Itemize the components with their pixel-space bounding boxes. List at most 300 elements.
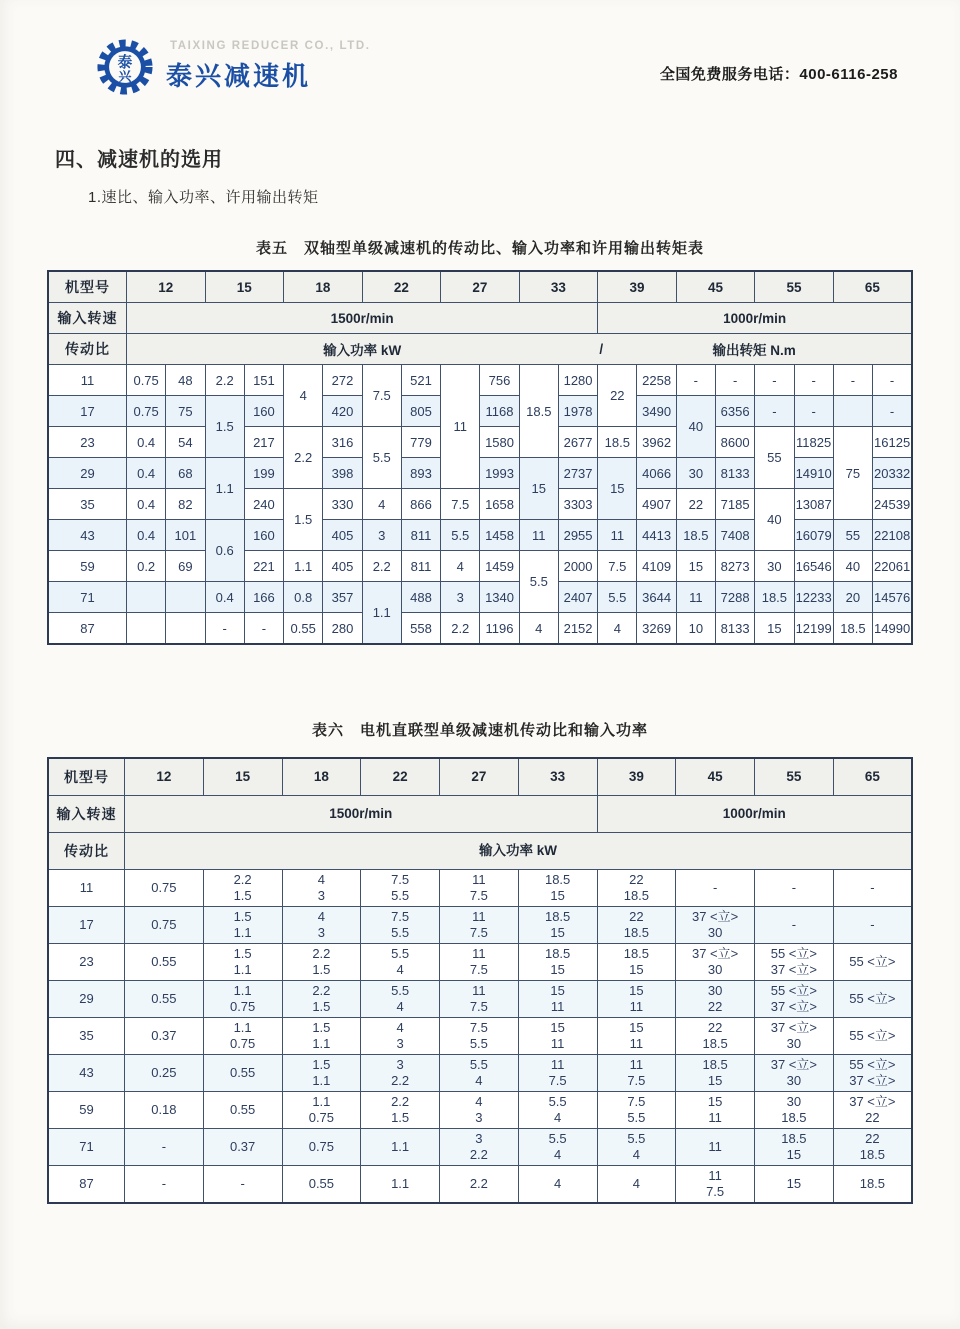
cell-line: 11 bbox=[629, 1057, 644, 1072]
cell-line: 3 bbox=[475, 1131, 483, 1146]
table-cell bbox=[597, 1055, 676, 1092]
table-cell: 15 bbox=[598, 458, 637, 520]
table-cell: 8273 bbox=[715, 551, 754, 582]
table-cell bbox=[676, 907, 755, 944]
table-cell: 23 bbox=[48, 427, 127, 458]
header-cell: 1000r/min bbox=[598, 303, 912, 334]
table-cell: 0.8 bbox=[284, 582, 323, 613]
table-cell: 2258 bbox=[637, 365, 676, 396]
cell-line: 1.1 bbox=[233, 983, 252, 998]
header-cell: 45 bbox=[676, 758, 755, 796]
table-cell: 24539 bbox=[873, 489, 912, 520]
table-cell: 1168 bbox=[480, 396, 519, 427]
table-cell: - bbox=[755, 870, 834, 907]
table-cell: 22108 bbox=[873, 520, 912, 551]
header-cell: 1500r/min bbox=[125, 796, 598, 833]
cell-line: 18.5 bbox=[781, 1110, 807, 1125]
table-cell: 166 bbox=[244, 582, 283, 613]
table-cell: 12199 bbox=[794, 613, 833, 645]
table-cell: 18.5 bbox=[519, 365, 558, 458]
table-cell: 15 bbox=[755, 1166, 834, 1204]
cell-line: 11 bbox=[550, 1057, 565, 1072]
table-cell bbox=[440, 1055, 519, 1092]
table-cell: 2677 bbox=[558, 427, 597, 458]
table-cell: 18.5 bbox=[676, 520, 715, 551]
table-cell: 199 bbox=[244, 458, 283, 489]
table-row bbox=[48, 271, 912, 303]
cell-line: 5.5 bbox=[548, 1094, 567, 1109]
table-cell: 11 bbox=[441, 365, 480, 489]
cell-line: 37 <立> bbox=[691, 909, 739, 924]
table-cell: 35 bbox=[48, 489, 127, 520]
table-cell: 217 bbox=[244, 427, 283, 458]
table-cell: 8133 bbox=[715, 613, 754, 645]
cell-line: 5.5 bbox=[391, 925, 410, 940]
cell-line: 11 bbox=[629, 1036, 644, 1051]
cell-line: 37 <立> bbox=[770, 1057, 817, 1072]
table-cell: 0.75 bbox=[282, 1129, 361, 1166]
table-row bbox=[48, 1092, 912, 1129]
table-cell: 14910 bbox=[794, 458, 833, 489]
section-title: 四、减速机的选用 bbox=[55, 149, 223, 171]
header-cell: 18 bbox=[282, 758, 361, 796]
table-cell: 7288 bbox=[715, 582, 754, 613]
cell-line: 37 <立> bbox=[770, 999, 817, 1014]
table-cell: - bbox=[794, 396, 833, 427]
table-cell bbox=[755, 944, 834, 981]
table-cell: 280 bbox=[323, 613, 362, 645]
table-cell: - bbox=[205, 613, 244, 645]
header-cell: 22 bbox=[362, 271, 441, 303]
table5-caption: 表五 双轴型单级减速机的传动比、输入功率和许用输出转矩表 bbox=[255, 240, 704, 257]
header-part: / bbox=[599, 341, 604, 357]
table-cell: 4066 bbox=[637, 458, 676, 489]
table-cell bbox=[597, 870, 676, 907]
header-cell: 15 bbox=[205, 271, 284, 303]
cell-line: 15 bbox=[550, 888, 565, 903]
table-cell: 7408 bbox=[715, 520, 754, 551]
cell-line: 7.5 bbox=[391, 909, 410, 924]
cell-line: 30 bbox=[786, 1094, 802, 1109]
table-cell bbox=[518, 907, 597, 944]
table-cell: 1.1 bbox=[205, 458, 244, 520]
table-cell: 11 bbox=[598, 520, 637, 551]
table-cell: 1.1 bbox=[362, 582, 401, 645]
table-cell bbox=[676, 1092, 755, 1129]
table-cell: 13087 bbox=[794, 489, 833, 520]
table-cell: 3269 bbox=[637, 613, 676, 645]
table-cell: 1658 bbox=[480, 489, 519, 520]
table-cell: 4413 bbox=[637, 520, 676, 551]
cell-line: 3 bbox=[317, 925, 325, 940]
table-cell: 4 bbox=[519, 613, 558, 645]
subsection-title: 1.速比、输入功率、许用输出转矩 bbox=[88, 189, 319, 206]
table-cell: 1.1 bbox=[284, 551, 323, 582]
table-cell: 23 bbox=[48, 944, 125, 981]
table-cell: 11 bbox=[48, 365, 127, 396]
table-cell bbox=[518, 1092, 597, 1129]
table-cell: 1993 bbox=[480, 458, 519, 489]
header-cell: 65 bbox=[833, 271, 912, 303]
table-cell: 1978 bbox=[558, 396, 597, 427]
table-cell bbox=[361, 1018, 440, 1055]
table-cell: 55 <立> bbox=[833, 981, 912, 1018]
table-cell: 5.5 bbox=[519, 551, 558, 613]
cell-line: 30 bbox=[707, 962, 723, 977]
table-cell: 405 bbox=[323, 551, 362, 582]
table-cell bbox=[440, 1018, 519, 1055]
cell-line: 1.5 bbox=[312, 962, 331, 977]
cell-line: 0.75 bbox=[308, 1110, 335, 1125]
table-row bbox=[48, 981, 912, 1018]
table-row bbox=[48, 758, 912, 796]
cell-line: 2.2 bbox=[312, 946, 331, 961]
table-cell bbox=[282, 1055, 361, 1092]
table-cell bbox=[597, 944, 676, 981]
cell-line: 7.5 bbox=[548, 1073, 567, 1088]
table-cell: 0.55 bbox=[203, 1055, 282, 1092]
table-cell: 7.5 bbox=[598, 551, 637, 582]
table-cell bbox=[597, 1129, 676, 1166]
table-cell: 4 bbox=[518, 1166, 597, 1204]
cell-line: 11 bbox=[708, 1110, 722, 1125]
table-cell: 0.2 bbox=[127, 551, 166, 582]
cell-line: 18.5 bbox=[859, 1147, 886, 1162]
table-cell: 0.75 bbox=[125, 907, 204, 944]
cell-line: 15 bbox=[550, 983, 565, 998]
table-cell: 0.4 bbox=[127, 520, 166, 551]
cell-line: 7.5 bbox=[627, 1094, 646, 1109]
cell-line: 4 bbox=[396, 962, 404, 977]
table-row bbox=[48, 396, 912, 427]
table-cell: 1.1 bbox=[361, 1129, 440, 1166]
table-cell bbox=[361, 1092, 440, 1129]
header-cell: 39 bbox=[598, 271, 677, 303]
cell-line: 22 bbox=[629, 909, 644, 924]
table6-caption: 表六 电机直联型单级减速机传动比和输入功率 bbox=[311, 722, 648, 739]
table-cell bbox=[361, 907, 440, 944]
table-cell: 2152 bbox=[558, 613, 597, 645]
table-cell: 0.4 bbox=[127, 489, 166, 520]
header-cell: 输入转速 bbox=[48, 303, 127, 334]
table-cell: 8133 bbox=[715, 458, 754, 489]
table-cell: 151 bbox=[244, 365, 283, 396]
table-cell: 14576 bbox=[873, 582, 912, 613]
table-cell: 7185 bbox=[715, 489, 754, 520]
table-row bbox=[48, 907, 912, 944]
table-cell: 0.55 bbox=[203, 1092, 282, 1129]
table-cell: 2.2 bbox=[362, 551, 401, 582]
cell-line: 5.5 bbox=[391, 888, 410, 903]
cell-line: 1.1 bbox=[233, 925, 252, 940]
table-cell: 0.75 bbox=[127, 365, 166, 396]
cell-line: 18.5 bbox=[781, 1131, 807, 1146]
table-cell: 18.5 bbox=[598, 427, 637, 458]
table-cell: - bbox=[755, 365, 794, 396]
table-cell: 4 bbox=[441, 551, 480, 582]
table-cell bbox=[166, 613, 205, 645]
cell-line: 18.5 bbox=[702, 1057, 728, 1072]
table-cell bbox=[755, 981, 834, 1018]
table-cell bbox=[676, 1018, 755, 1055]
emblem-bottom-char: 兴 bbox=[118, 68, 132, 84]
cell-line: 30 bbox=[786, 1036, 802, 1051]
table-row bbox=[48, 489, 912, 520]
table-cell bbox=[440, 1129, 519, 1166]
table-cell: 405 bbox=[323, 520, 362, 551]
table-cell: 71 bbox=[48, 582, 127, 613]
table-cell: 15 bbox=[755, 613, 794, 645]
header-cell: 传动比 bbox=[48, 833, 125, 870]
table-cell: 420 bbox=[323, 396, 362, 427]
cell-line: 15 bbox=[707, 1073, 723, 1088]
cell-line: 7.5 bbox=[627, 1073, 646, 1088]
cell-line: 22 bbox=[707, 999, 723, 1014]
table-cell bbox=[361, 981, 440, 1018]
table-cell: 398 bbox=[323, 458, 362, 489]
cell-line: 5.5 bbox=[469, 1036, 488, 1051]
table-cell: 3962 bbox=[637, 427, 676, 458]
table-cell bbox=[282, 907, 361, 944]
table-cell: 18.5 bbox=[833, 1166, 912, 1204]
table-cell: 30 bbox=[676, 458, 715, 489]
cell-line: 5.5 bbox=[391, 946, 410, 961]
table-cell: 29 bbox=[48, 981, 125, 1018]
cell-line: 18.5 bbox=[623, 946, 650, 961]
table-cell: 29 bbox=[48, 458, 127, 489]
cell-line: 15 bbox=[550, 925, 565, 940]
cell-line: 11 bbox=[472, 872, 486, 887]
table-cell: 4907 bbox=[637, 489, 676, 520]
table-cell bbox=[676, 944, 755, 981]
header-cell: 传动比 bbox=[48, 334, 127, 365]
table-cell bbox=[518, 944, 597, 981]
table-cell: 1340 bbox=[480, 582, 519, 613]
table-cell: - bbox=[794, 365, 833, 396]
header-cell: 输入转速 bbox=[48, 796, 125, 833]
cell-line: 7.5 bbox=[469, 962, 488, 977]
header-cell: 55 bbox=[755, 758, 834, 796]
company-name-en: TAIXING REDUCER CO., LTD. bbox=[170, 40, 371, 52]
header-cell: 12 bbox=[127, 271, 206, 303]
table-cell bbox=[597, 1018, 676, 1055]
table-row bbox=[48, 582, 912, 613]
table-cell bbox=[127, 613, 166, 645]
cell-line: 11 bbox=[708, 1168, 722, 1183]
table-cell: 2737 bbox=[558, 458, 597, 489]
header-cell: 输入功率 kW bbox=[125, 833, 913, 870]
table-cell bbox=[755, 1129, 834, 1166]
table-cell: 17 bbox=[48, 907, 125, 944]
header-cell: 65 bbox=[833, 758, 912, 796]
table-row bbox=[48, 551, 912, 582]
table-cell: 160 bbox=[244, 396, 283, 427]
header-cell bbox=[127, 334, 913, 365]
cell-line: 5.5 bbox=[469, 1057, 488, 1072]
cell-line: 18.5 bbox=[623, 888, 650, 903]
table-cell: 0.55 bbox=[125, 981, 204, 1018]
table-cell bbox=[203, 944, 282, 981]
cell-line: 3 bbox=[396, 1057, 404, 1072]
cell-line: 4 bbox=[317, 909, 325, 924]
table-cell: 4 bbox=[284, 365, 323, 427]
table-row bbox=[48, 427, 912, 458]
header-cell: 12 bbox=[125, 758, 204, 796]
cell-line: 18.5 bbox=[623, 925, 650, 940]
table-cell: 2.2 bbox=[284, 427, 323, 489]
table-cell bbox=[440, 981, 519, 1018]
table-cell: 14990 bbox=[873, 613, 912, 645]
table-cell bbox=[518, 1055, 597, 1092]
table-cell bbox=[597, 907, 676, 944]
table-row bbox=[48, 334, 912, 365]
cell-line: 37 <立> bbox=[849, 1073, 896, 1088]
table-cell: 11 bbox=[676, 1129, 755, 1166]
table-cell: 330 bbox=[323, 489, 362, 520]
table-cell: 11 bbox=[676, 582, 715, 613]
table-cell: 17 bbox=[48, 396, 127, 427]
cell-line: 4 bbox=[554, 1147, 562, 1162]
table-cell bbox=[203, 1018, 282, 1055]
cell-line: 3 bbox=[396, 1036, 404, 1051]
table-cell: - bbox=[676, 870, 755, 907]
table-cell: 0.6 bbox=[205, 520, 244, 582]
cell-line: 55 <立> bbox=[770, 946, 817, 961]
header-cell: 1500r/min bbox=[127, 303, 598, 334]
table-cell: 7.5 bbox=[441, 489, 480, 520]
table-cell: 0.55 bbox=[282, 1166, 361, 1204]
table-cell: 0.4 bbox=[127, 458, 166, 489]
table-cell: 221 bbox=[244, 551, 283, 582]
cell-line: 2.2 bbox=[312, 983, 331, 998]
table-cell: 7.5 bbox=[362, 365, 401, 427]
cell-line: 15 bbox=[629, 1020, 644, 1035]
table-cell bbox=[282, 1018, 361, 1055]
cell-line: 5.5 bbox=[548, 1131, 567, 1146]
table-cell bbox=[282, 1092, 361, 1129]
table-cell: 55 <立> bbox=[833, 1018, 912, 1055]
table-cell bbox=[676, 1166, 755, 1204]
cell-line: 1.5 bbox=[233, 888, 252, 903]
table-cell: - bbox=[125, 1129, 204, 1166]
table-cell: 43 bbox=[48, 520, 127, 551]
table-cell bbox=[440, 907, 519, 944]
table-cell: 40 bbox=[755, 489, 794, 551]
table-cell: 3644 bbox=[637, 582, 676, 613]
cell-line: 22 bbox=[865, 1131, 880, 1146]
table-cell: 3303 bbox=[558, 489, 597, 520]
table-cell: 1.5 bbox=[205, 396, 244, 458]
table-cell: 1580 bbox=[480, 427, 519, 458]
header-cell: 15 bbox=[203, 758, 282, 796]
table-cell: - bbox=[873, 365, 912, 396]
cell-line: 1.5 bbox=[233, 909, 252, 924]
table-cell: 805 bbox=[401, 396, 440, 427]
table-cell: 16079 bbox=[794, 520, 833, 551]
cell-line: 15 bbox=[550, 962, 565, 977]
cell-line: 11 bbox=[472, 909, 486, 924]
cell-line: 2.2 bbox=[233, 872, 252, 887]
table-row bbox=[48, 944, 912, 981]
table-cell: 756 bbox=[480, 365, 519, 396]
table-cell: 2.2 bbox=[205, 365, 244, 396]
table-cell: 6356 bbox=[715, 396, 754, 427]
cell-line: 1.5 bbox=[233, 946, 252, 961]
table-cell: 240 bbox=[244, 489, 283, 520]
header-cell: 27 bbox=[440, 758, 519, 796]
table-cell bbox=[203, 907, 282, 944]
cell-line: 15 bbox=[786, 1147, 802, 1162]
table-cell: - bbox=[833, 365, 872, 396]
cell-line: 18.5 bbox=[544, 946, 571, 961]
cell-line: 2.2 bbox=[391, 1073, 410, 1088]
table-cell: 8600 bbox=[715, 427, 754, 458]
table-cell: 11825 bbox=[794, 427, 833, 458]
table-cell: 272 bbox=[323, 365, 362, 396]
cell-line: 4 bbox=[632, 1147, 640, 1162]
table-cell: 22061 bbox=[873, 551, 912, 582]
table-cell: - bbox=[873, 396, 912, 427]
cell-line: 15 bbox=[629, 983, 644, 998]
table-cell: - bbox=[676, 365, 715, 396]
cell-line: 11 bbox=[629, 999, 644, 1014]
table-cell bbox=[676, 1055, 755, 1092]
table-cell: 1.1 bbox=[361, 1166, 440, 1204]
cell-line: 55 <立> bbox=[849, 1057, 896, 1072]
table-cell: 0.55 bbox=[125, 944, 204, 981]
cell-line: 15 bbox=[707, 1094, 723, 1109]
table-cell: 0.55 bbox=[284, 613, 323, 645]
table-cell: 101 bbox=[166, 520, 205, 551]
cell-line: 1.5 bbox=[312, 1020, 331, 1035]
table-cell: 1459 bbox=[480, 551, 519, 582]
table-cell: 357 bbox=[323, 582, 362, 613]
table-cell: - bbox=[833, 870, 912, 907]
table-cell: 1458 bbox=[480, 520, 519, 551]
cell-line: 7.5 bbox=[706, 1184, 725, 1199]
cell-line: 18.5 bbox=[544, 909, 571, 924]
emblem-top-char: 泰 bbox=[117, 55, 133, 71]
table-cell bbox=[440, 944, 519, 981]
cell-line: 30 bbox=[707, 925, 723, 940]
table-row bbox=[48, 1166, 912, 1204]
cell-line: 1.5 bbox=[391, 1110, 410, 1125]
cell-line: 15 bbox=[550, 1020, 565, 1035]
table-cell: 43 bbox=[48, 1055, 125, 1092]
table-cell bbox=[755, 1018, 834, 1055]
cell-line: 1.1 bbox=[233, 962, 252, 977]
table-cell: 521 bbox=[401, 365, 440, 396]
table-cell: 1280 bbox=[558, 365, 597, 396]
cell-line: 37 <立> bbox=[770, 962, 817, 977]
cell-line: 55 <立> bbox=[770, 983, 817, 998]
table-cell bbox=[518, 870, 597, 907]
table-cell bbox=[833, 396, 872, 427]
table-cell: 11 bbox=[48, 870, 125, 907]
table-row bbox=[48, 1129, 912, 1166]
table-cell: - bbox=[755, 907, 834, 944]
table-row bbox=[48, 833, 912, 870]
cell-line: 1.1 bbox=[233, 1020, 252, 1035]
table-cell: 59 bbox=[48, 1092, 125, 1129]
table-cell bbox=[282, 944, 361, 981]
table-cell bbox=[518, 981, 597, 1018]
company-name-cn: 泰兴减速机 bbox=[166, 61, 312, 91]
table-cell: 779 bbox=[401, 427, 440, 458]
table-cell: 75 bbox=[166, 396, 205, 427]
cell-line: 18.5 bbox=[702, 1036, 728, 1051]
gear-logo-icon bbox=[94, 36, 156, 98]
